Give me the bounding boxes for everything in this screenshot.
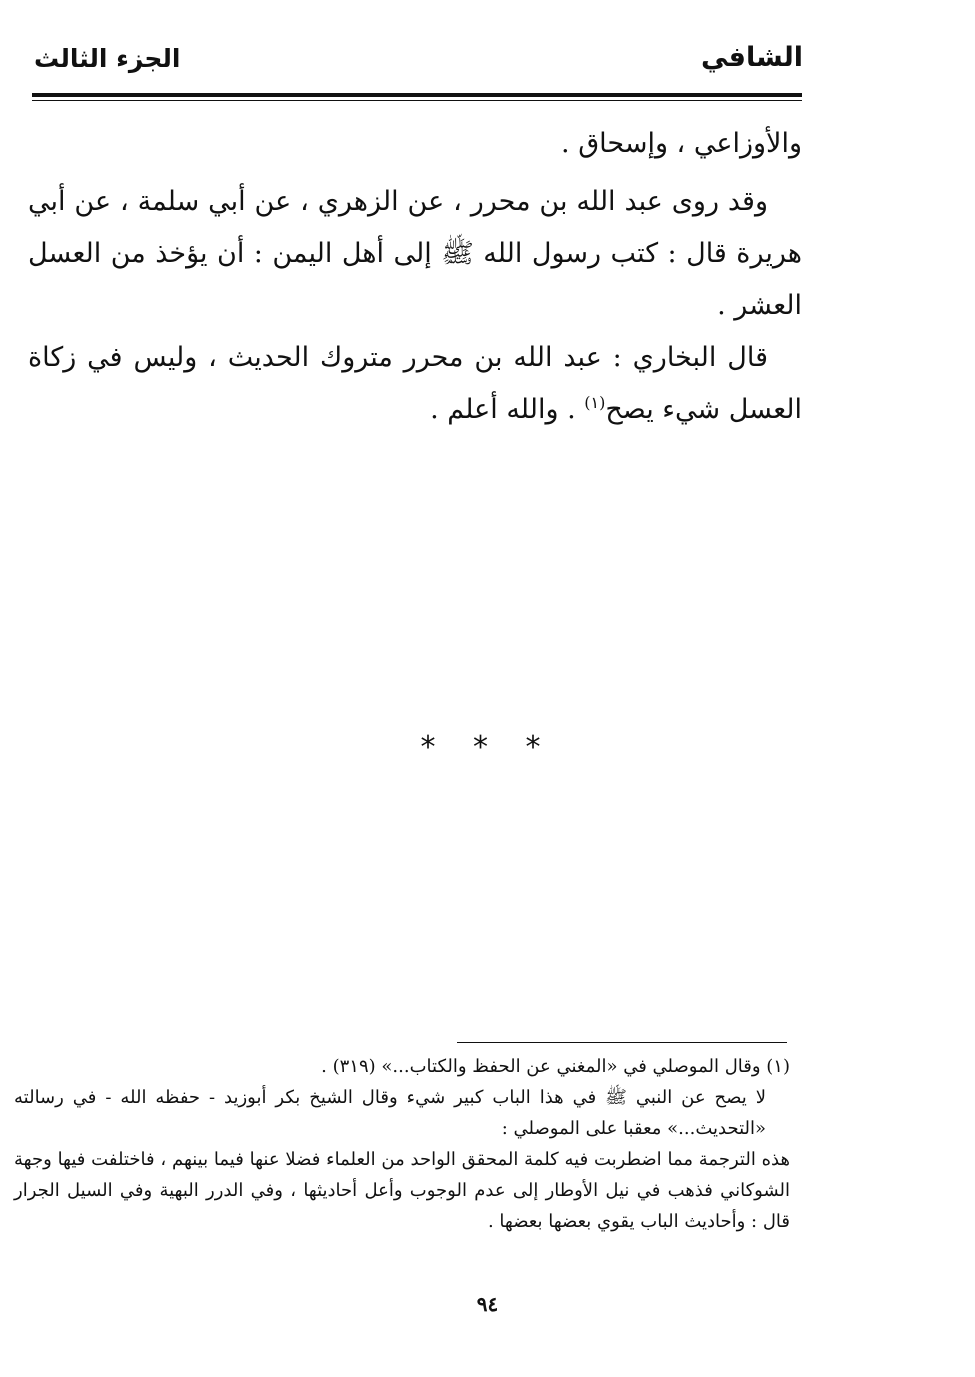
paragraph-1: والأوزاعي ، وإسحاق . [561, 128, 802, 159]
page-number: ٩٤ [476, 1292, 499, 1316]
footnote-line-1: (١) وقال الموصلي في «المغني عن الحفظ والكتاب...» (٣١٩) . [321, 1056, 790, 1077]
paragraph-3-end: . والله أعلم . [430, 394, 585, 425]
running-header-book-title: الشافي [700, 42, 803, 73]
paragraph-3-text: قال البخاري : عبد الله بن محرر متروك الحديث ، وليس في زكاة العسل شيء يصح [28, 342, 802, 425]
header-rule-thick [32, 93, 802, 97]
section-separator: * * * [420, 730, 555, 765]
paragraph-2: وقد روى عبد الله بن محرر ، عن الزهري ، عن أبي سلمة ، عن أبي هريرة قال : كتب رسول الله ﷺ إلى أهل اليمن : أن يؤخذ من العسل العشر . [28, 186, 802, 321]
paragraph-3 [28, 332, 802, 436]
footnote-reference[interactable]: (١) [584, 393, 606, 412]
footnotes [14, 1051, 790, 1237]
running-header-volume: الجزء الثالث [34, 44, 181, 73]
footnote-line-3: هذه الترجمة مما اضطربت فيه كلمة المحقق الواحد من العلماء فضلا عنها فيما بينهم ، فاختلفت فيها وجهة الشوكاني فذهب في نيل الأوطار إلى عدم الوجوب وأعل أحاديثها ، وفي الدرر البهية وفي السيل الجرار قال : وأحاديث الباب يقوي بعضها بعضها . [14, 1149, 790, 1232]
footnote-rule [457, 1042, 787, 1043]
main-text [28, 118, 802, 436]
header-rule-thin [32, 100, 802, 101]
footnote-line-2: لا يصح عن النبي ﷺ في هذا الباب كبير شيء وقال الشيخ بكر أبوزيد - حفظه الله - في رسالته «التحديث...» معقبا على الموصلي : [14, 1087, 766, 1139]
